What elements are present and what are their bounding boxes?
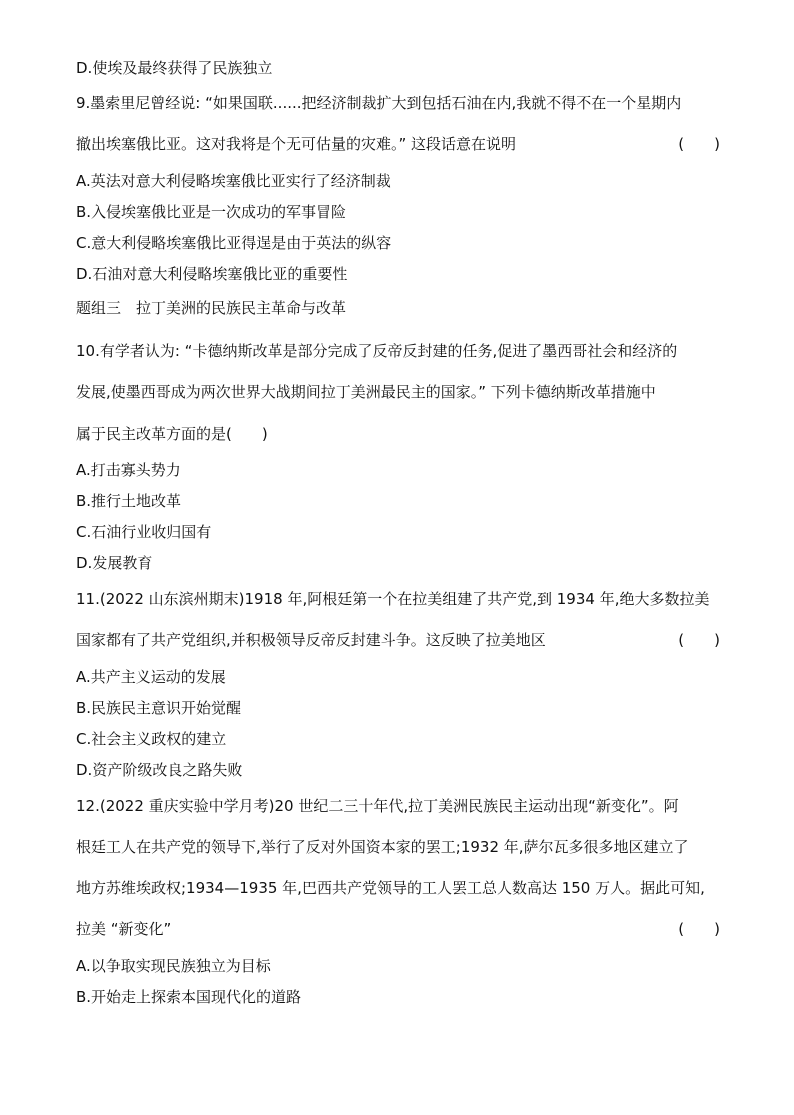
q11-stem-text: 国家都有了共产党组织,并积极领导反帝反封建斗争。这反映了拉美地区 [76, 631, 546, 649]
q11-stem-line1: 11.(2022 山东滨州期末)1918 年,阿根廷第一个在拉美组建了共产党,到 1934 年,绝大多数拉美 [76, 590, 710, 608]
q10-option-c: C.石油行业收归国有 [76, 523, 212, 541]
q10-stem-line2: 发展,使墨西哥成为两次世界大战期间拉丁美洲最民主的国家。” 下列卡德纳斯改革措施中 [76, 383, 656, 401]
q10-option-b: B.推行土地改革 [76, 492, 182, 510]
q12-stem-line3: 地方苏维埃政权;1934—1935 年,巴西共产党领导的工人罢工总人数高达 150 万人。据此可知, [76, 879, 705, 897]
q11-stem-line2 [76, 630, 720, 650]
q11-answer-blank: ( ) [678, 631, 720, 649]
q12-stem-text: 拉美 “新变化” [76, 920, 172, 938]
q12-option-a: A.以争取实现民族独立为目标 [76, 957, 271, 975]
q11-option-c: C.社会主义政权的建立 [76, 730, 227, 748]
group-heading: 题组三 拉丁美洲的民族民主革命与改革 [76, 299, 347, 317]
q12-answer-blank: ( ) [678, 920, 720, 938]
q10-option-a: A.打击寡头势力 [76, 461, 181, 479]
q12-option-b: B.开始走上探索本国现代化的道路 [76, 988, 302, 1006]
q12-stem-line1: 12.(2022 重庆实验中学月考)20 世纪二三十年代,拉丁美洲民族民主运动出现“新变化”。阿 [76, 797, 679, 815]
q10-stem-line3: 属于民主改革方面的是( ) [76, 425, 268, 443]
q12-stem-line4 [76, 919, 720, 939]
q9-stem-text: 撤出埃塞俄比亚。这对我将是个无可估量的灾难。” 这段话意在说明 [76, 135, 517, 153]
q9-stem-line1: 9.墨索里尼曾经说: “如果国联......把经济制裁扩大到包括石油在内,我就不得不在一个星期内 [76, 94, 682, 112]
q11-option-d: D.资产阶级改良之路失败 [76, 761, 243, 779]
q11-option-b: B.民族民主意识开始觉醒 [76, 699, 242, 717]
q11-option-a: A.共产主义运动的发展 [76, 668, 226, 686]
q10-option-d: D.发展教育 [76, 554, 153, 572]
q12-stem-line2: 根廷工人在共产党的领导下,举行了反对外国资本家的罢工;1932 年,萨尔瓦多很多地区建立了 [76, 838, 689, 856]
q9-option-a: A.英法对意大利侵略埃塞俄比亚实行了经济制裁 [76, 172, 391, 190]
q9-option-d: D.石油对意大利侵略埃塞俄比亚的重要性 [76, 265, 348, 283]
q10-stem-line1: 10.有学者认为: “卡德纳斯改革是部分完成了反帝反封建的任务,促进了墨西哥社会和经济的 [76, 342, 678, 360]
q9-stem-line2 [76, 134, 720, 154]
q9-answer-blank: ( ) [678, 135, 720, 153]
q9-option-b: B.入侵埃塞俄比亚是一次成功的军事冒险 [76, 203, 347, 221]
q8-option-d: D.使埃及最终获得了民族独立 [76, 59, 273, 77]
q9-option-c: C.意大利侵略埃塞俄比亚得逞是由于英法的纵容 [76, 234, 392, 252]
